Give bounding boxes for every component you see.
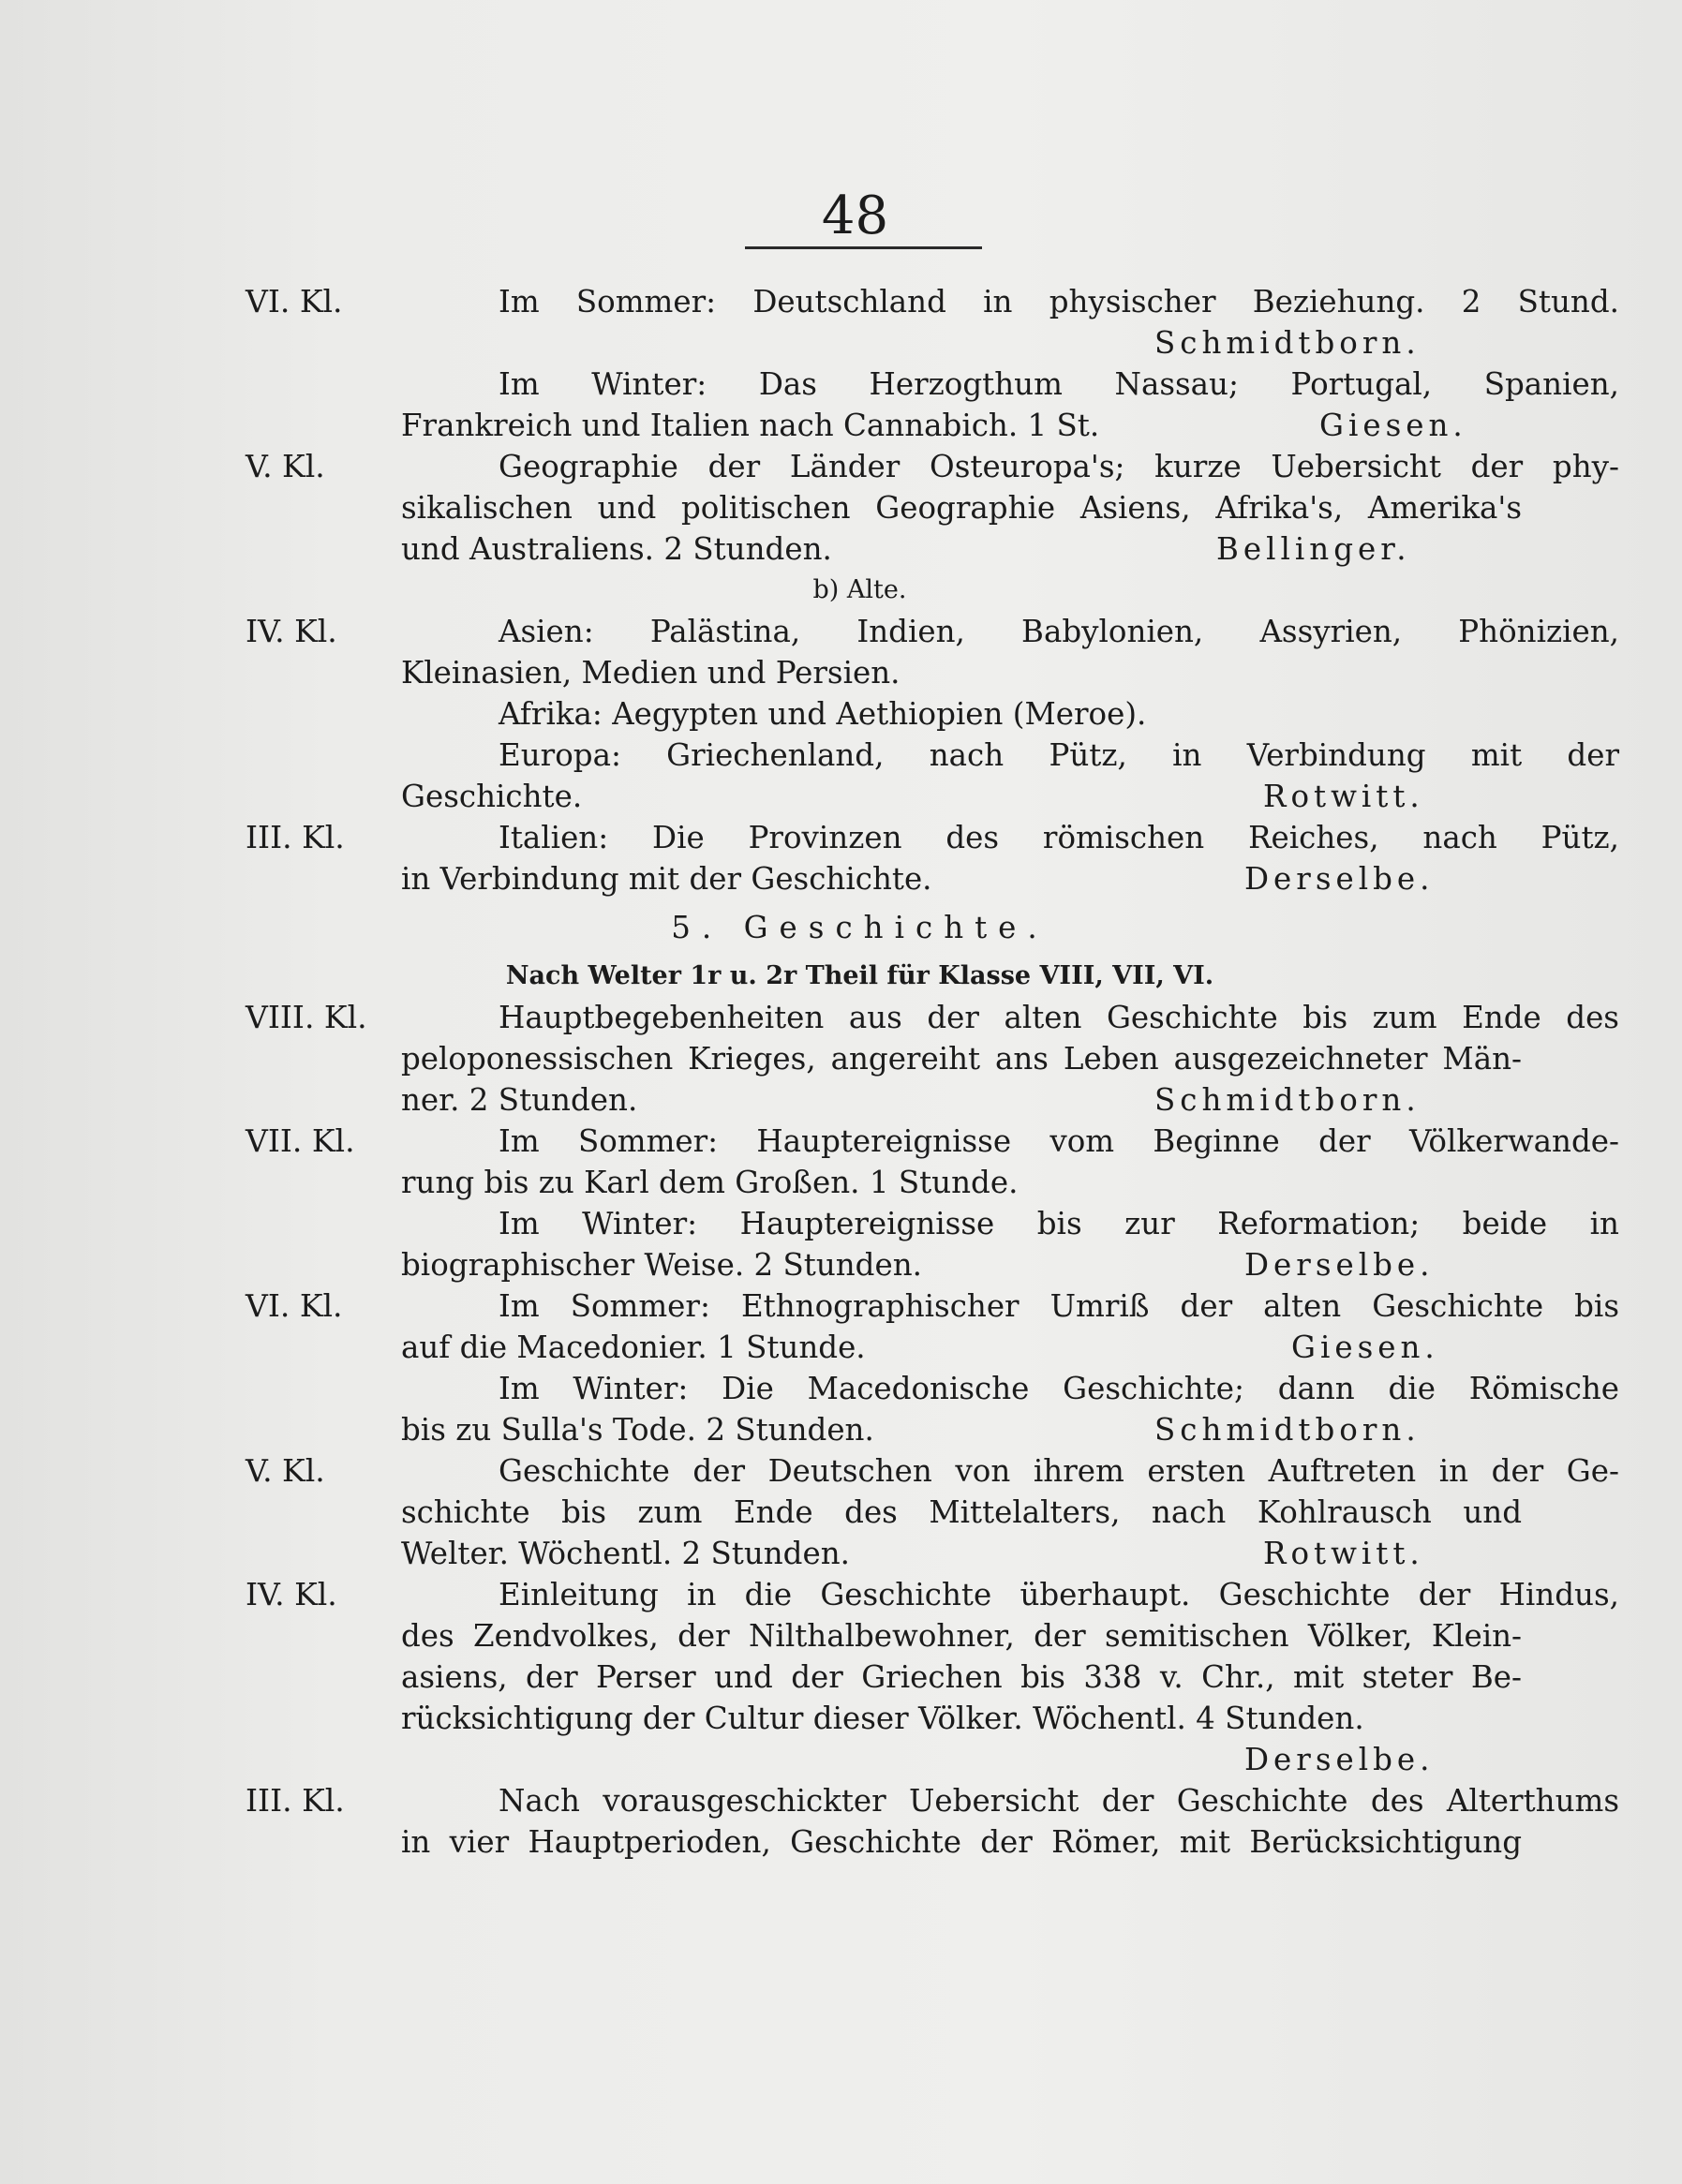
text-line: [0, 1739, 1682, 1780]
text-line: [0, 1285, 1682, 1327]
teacher-name: Derselbe.: [1244, 1742, 1435, 1777]
class-label: IV. Kl.: [246, 1576, 337, 1612]
class-label: III. Kl.: [246, 1782, 345, 1819]
line-text: bis zu Sulla's Tode. 2 Stunden.: [401, 1412, 874, 1448]
line-text: Europa: Griechenland, nach Pütz, in Verbindung mit der: [499, 737, 1619, 773]
line-text: und Australiens. 2 Stunden.: [401, 531, 832, 567]
text-line: [0, 446, 1682, 487]
class-label: III. Kl.: [246, 819, 345, 855]
text-line: [0, 1450, 1682, 1492]
text-line: [0, 1657, 1682, 1698]
text-line: [0, 1821, 1682, 1863]
line-text: Im Sommer: Ethnographischer Umriß der alten Geschichte bis: [499, 1288, 1619, 1324]
text-line: [0, 652, 1682, 693]
line-text: in Verbindung mit der Geschichte.: [401, 861, 932, 897]
text-line: [0, 858, 1682, 899]
text-line: [0, 1079, 1682, 1121]
line-text: Geographie der Länder Osteuropa's; kurze Uebersicht der phy-: [499, 449, 1619, 484]
teacher-name: Giesen.: [1319, 408, 1467, 443]
text-line: [0, 1574, 1682, 1615]
line-text: asiens, der Perser und der Griechen bis 338 v. Chr., mit steter Be-: [401, 1659, 1522, 1695]
text-line: [0, 735, 1682, 776]
teacher-name: Derselbe.: [1244, 1247, 1435, 1283]
line-text: Nach vorausgeschickter Uebersicht der Geschichte des Alterthums: [499, 1783, 1619, 1819]
line-text: schichte bis zum Ende des Mittelalters, nach Kohlrausch und: [401, 1494, 1522, 1530]
text-line: [0, 997, 1682, 1038]
text-line: [0, 1162, 1682, 1203]
class-label: VI. Kl.: [246, 283, 343, 319]
section-subheading: Nach Welter 1r u. 2r Theil für Klasse VIII, VII, VI.: [505, 961, 1214, 990]
line-text: Afrika: Aegypten und Aethiopien (Meroe).: [499, 696, 1147, 732]
text-line: [0, 1203, 1682, 1244]
teacher-name: Schmidtborn.: [1154, 1412, 1421, 1448]
line-text: Im Sommer: Deutschland in physischer Beziehung. 2 Stund.: [499, 284, 1619, 319]
line-text: auf die Macedonier. 1 Stunde.: [401, 1330, 866, 1365]
text-line: [0, 817, 1682, 858]
text-line: [0, 899, 1682, 956]
line-text: rücksichtigung der Cultur dieser Völker. Wöchentl. 4 Stunden.: [401, 1701, 1364, 1736]
line-text: in vier Hauptperioden, Geschichte der Römer, mit Berücksichtigung: [401, 1824, 1522, 1860]
text-line: [0, 570, 1682, 611]
line-text: Im Sommer: Hauptereignisse vom Beginne der Völkerwande-: [499, 1123, 1619, 1159]
teacher-name: Derselbe.: [1244, 861, 1435, 897]
page-number: 48: [821, 186, 889, 246]
text-line: [0, 776, 1682, 817]
line-text: Frankreich und Italien nach Cannabich. 1 St.: [401, 408, 1100, 443]
text-line: [0, 1533, 1682, 1574]
page-body: [0, 281, 1682, 1863]
text-line: [0, 1327, 1682, 1368]
text-line: [0, 611, 1682, 652]
text-line: [0, 487, 1682, 528]
text-line: [0, 1038, 1682, 1079]
line-text: Kleinasien, Medien und Persien.: [401, 655, 901, 691]
line-text: Im Winter: Die Macedonische Geschichte; dann die Römische: [499, 1371, 1619, 1406]
section-heading: 5. Geschichte.: [671, 910, 1049, 945]
class-label: VII. Kl.: [246, 1122, 355, 1159]
text-line: [0, 1244, 1682, 1285]
text-line: [0, 1492, 1682, 1533]
line-text: Italien: Die Provinzen des römischen Reiches, nach Pütz,: [499, 820, 1619, 855]
class-label: VIII. Kl.: [246, 999, 367, 1035]
class-label: VI. Kl.: [246, 1287, 343, 1324]
line-text: Einleitung in die Geschichte überhaupt. Geschichte der Hindus,: [499, 1577, 1619, 1612]
line-text: des Zendvolkes, der Nilthalbewohner, der semitischen Völker, Klein-: [401, 1618, 1522, 1654]
text-line: [0, 1409, 1682, 1450]
line-text: ner. 2 Stunden.: [401, 1082, 638, 1118]
line-text: Im Winter: Hauptereignisse bis zur Reformation; beide in: [499, 1206, 1619, 1241]
teacher-name: Schmidtborn.: [1154, 325, 1421, 361]
text-line: [0, 281, 1682, 322]
text-line: [0, 1780, 1682, 1821]
teacher-name: Giesen.: [1291, 1330, 1439, 1365]
header-rule: [745, 246, 982, 249]
class-label: V. Kl.: [246, 448, 325, 484]
text-line: [0, 528, 1682, 570]
line-text: Hauptbegebenheiten aus der alten Geschichte bis zum Ende des: [499, 1000, 1619, 1035]
line-text: Asien: Palästina, Indien, Babylonien, Assyrien, Phönizien,: [499, 614, 1619, 649]
line-text: Im Winter: Das Herzogthum Nassau; Portugal, Spanien,: [499, 366, 1619, 402]
teacher-name: Bellinger.: [1216, 531, 1411, 567]
line-text: Welter. Wöchentl. 2 Stunden.: [401, 1536, 850, 1571]
line-text: Geschichte der Deutschen von ihrem ersten Auftreten in der Ge-: [499, 1453, 1619, 1489]
teacher-name: Rotwitt.: [1263, 1536, 1424, 1571]
text-line: [0, 364, 1682, 405]
text-line: [0, 956, 1682, 997]
text-line: [0, 1698, 1682, 1739]
text-line: [0, 693, 1682, 735]
text-line: [0, 1121, 1682, 1162]
line-text: biographischer Weise. 2 Stunden.: [401, 1247, 922, 1283]
text-line: [0, 1368, 1682, 1409]
line-text: peloponessischen Krieges, angereiht ans Leben ausgezeichneter Män-: [401, 1041, 1522, 1077]
class-label: IV. Kl.: [246, 613, 337, 649]
line-text: rung bis zu Karl dem Großen. 1 Stunde.: [401, 1165, 1019, 1200]
teacher-name: Schmidtborn.: [1154, 1082, 1421, 1118]
text-line: [0, 1615, 1682, 1657]
line-text: Geschichte.: [401, 779, 583, 814]
line-text: sikalischen und politischen Geographie Asiens, Afrika's, Amerika's: [401, 490, 1522, 526]
teacher-name: Rotwitt.: [1263, 779, 1424, 814]
subsection-heading: b) Alte.: [812, 575, 907, 604]
class-label: V. Kl.: [246, 1452, 325, 1489]
text-line: [0, 405, 1682, 446]
text-line: [0, 322, 1682, 364]
